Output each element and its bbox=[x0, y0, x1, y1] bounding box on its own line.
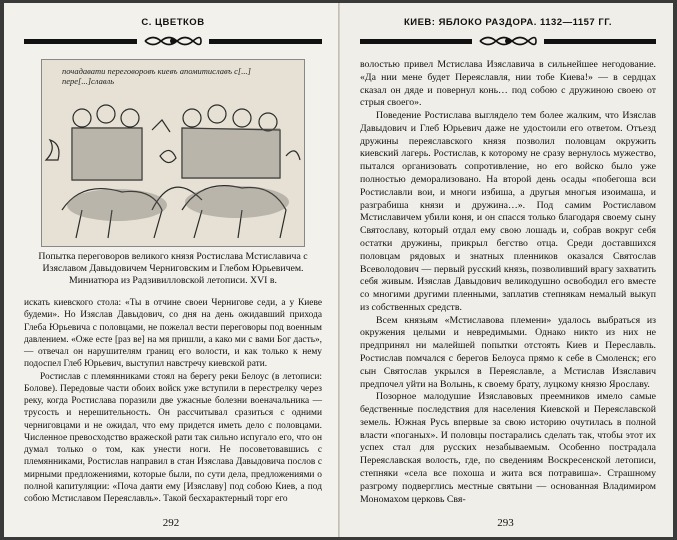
paragraph: Поведение Ростислава выглядело тем более жалким, что Изяслав Давыдович и Глеб Юрьевич даже не удостоили его ответом. Отъезд дружины переяславского князя позволил половцам окружить киевский лагерь. Ростислав, к которому не сразу вернулось мужество, пытался организовать сопротивление, но его войско было уже полностью деморализовано. На второй день осады «побегоша вси Ростиславли вои, и многи избиша, а другыя многыя изоимаша, и разграбиша князи и дружина…». Под самим Ростиславом Мстиславичем убили коня, и он спасся только благодаря своему сыну Святославу, который отдал ему свою лошадь и, собрав вокруг себя остатки дружины, прикрыл бегство отца. Среди доставшихся половцам рядовых и знатных пленников оказался Святослав Всеволодович — первый русский князь, позволивший врагу захватить себя живым. Изяслав Давыдович великодушно освободил его вместе со многими другими пленными, заплатив степнякам немалый выкуп из собственных средств. bbox=[360, 110, 656, 313]
page-number-right: 293 bbox=[497, 517, 514, 529]
ornament-rule-right bbox=[360, 33, 656, 49]
right-page bbox=[338, 3, 673, 537]
paragraph: Всем князьям «Мстиславова племени» удалось выбраться из окружения целыми и невредимыми. Однако никто из них не предпринял ни малейшей попытки отстоять Киев и Переславль. Ростислав помчался с берегов Белоуса прямо к себе в Смоленск; его сын Святослав укрылся в Переяславле, а Мстислав Изяславич предпочел уйти на Волынь, к своему брату, луцкому князю Ярославу. bbox=[360, 314, 656, 390]
left-page bbox=[4, 3, 338, 537]
paragraph: Позорное малодушие Изяславовых преемников имело самые бедственные последствия для населения Киевской и Переяславской земель. Южная Русь впервые за свою историю очутилась в полной власти «поганых». И половцы постарались сделать так, чтобы этот их успех стал для русских незабываемым. Особенно пострадала Переяславская волость, где, по сведениям Воскресенской летописи, степняки «села все похоша и жита вся потравиша». Страшному разгрому подверглись местные святыни — основанная Владимиром Мономахом церковь Свя- bbox=[360, 391, 656, 505]
miniature-caption: Попытка переговоров великого князя Ростислава Мстиславича с Изяславом Давыдовичем Черниговским и Глебом Юрьевичем. Миниатюра из Радзивилловской летописи. XVI в. bbox=[38, 251, 308, 286]
miniature-drawing bbox=[42, 60, 304, 246]
ornament-rule-icon bbox=[143, 34, 203, 48]
page-number-left: 292 bbox=[162, 517, 180, 529]
miniature-inscription: почадавати переговоровъ киевъ апомитиславъ с[...] пере[...]славль bbox=[62, 66, 251, 86]
ornament-rule-left bbox=[24, 33, 322, 49]
book-spread bbox=[4, 3, 673, 537]
ornament-rule-icon bbox=[478, 34, 538, 48]
right-body-text bbox=[360, 59, 656, 506]
book-gutter bbox=[338, 3, 340, 537]
paragraph: Ростислав с племянниками стоял на берегу реки Белоус (в летописи: Болове). Передовые части обоих войск уже вступили в перестрелку через реку, когда Ростислава поразили две ужасные болезни военачальника — трусость и нерешительность. Он рассчитывал сразиться с одними черниговцами и не ожидал, что ему придется иметь дело с половцами. Численное превосходство вражеской рати так сильно испугало его, что он думал только о том, как унести ноги. Не посоветовавшись с племянниками, Ростислав направил в стан Изяслава Давыдовича послов с мирными предложениями, которые были, по сути дела, предложениями о полной капитуляции: «Поча даяти ему [Изяславу] под собою Киев, а под собою Мстиславом Переяславль». Такой бесхарактерный торг его bbox=[24, 371, 322, 505]
left-body-text bbox=[24, 297, 322, 506]
paragraph: волостью привел Мстислава Изяславича в сильнейшее негодование. «Да нии мене будет Переяславля, нии тобе Киева!» — в сердцах сказал он дяде и повернул конь… под собою с дружиною своею от стрыя своего». bbox=[360, 59, 656, 109]
miniature-image bbox=[41, 59, 305, 247]
paragraph: искать киевского стола: «Ты в отчине своеи Чернигове седи, а у Киеве будеми». Но Изяслав Давыдович, со дня на день ожидавший прихода Глеба Юрьевича с половцами, не пожелал вести переговоры под военным давлением. «Оже есте [раз ве] на мя пришли, а како ми с вами Бог дасть», — отвечал он нарушителям границ его волости, и как только к нему подоспел Глеб Юрьевич, выступил навстречу киевской рати. bbox=[24, 298, 322, 370]
right-running-head: КИЕВ: ЯБЛОКО РАЗДОРА. 1132—1157 ГГ. bbox=[403, 17, 613, 28]
left-running-head: С. ЦВЕТКОВ bbox=[141, 17, 205, 28]
